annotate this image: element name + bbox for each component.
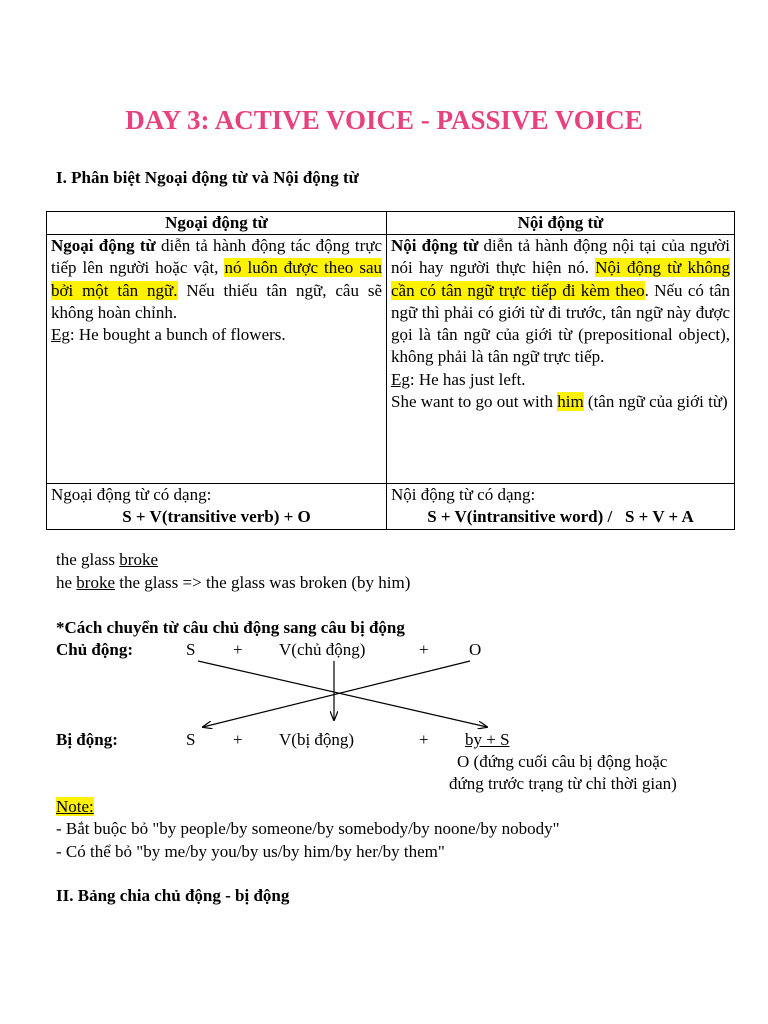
transitive-form-label: Ngoại động từ có dạng: bbox=[51, 485, 212, 504]
intransitive-ex2-after: (tân ngữ của giới từ) bbox=[583, 392, 728, 412]
intransitive-form: S + V(intransitive word) / S + V + A bbox=[427, 507, 694, 527]
passive-label: Bị động: bbox=[56, 730, 118, 749]
header-transitive: Ngoại động từ bbox=[47, 212, 387, 235]
note-label bbox=[56, 796, 94, 818]
transitive-term: Ngoại động từ bbox=[51, 236, 156, 255]
header-intransitive: Nội động từ bbox=[387, 212, 735, 235]
intransitive-eg-text: : He has just left. bbox=[409, 369, 526, 389]
transitive-eg-text: : He bought a bunch of flowers. bbox=[69, 325, 286, 345]
intransitive-form-label: Nội động từ có dạng: bbox=[391, 485, 536, 504]
passive-verb: V(bị động) bbox=[279, 730, 355, 749]
passive-by-agent: by + S bbox=[465, 730, 510, 749]
example2-rest: the glass => the glass was broken (by him) bbox=[115, 573, 411, 592]
transitive-highlight: nó luôn được theo sau bởi một tân ngữ. bbox=[51, 258, 383, 300]
transitive-eg-label: Eg bbox=[51, 325, 70, 345]
active-object: O bbox=[469, 640, 482, 659]
transitive-desc: diễn tả hành động tác động trực tiếp lên người hoặc vật, bbox=[51, 236, 382, 278]
passive-plus-1: + bbox=[233, 730, 243, 749]
example2-text: he bbox=[56, 573, 77, 592]
example1-text: the glass bbox=[56, 550, 120, 569]
transitive-form: S + V(transitive verb) + O bbox=[122, 507, 311, 527]
passive-subject: S bbox=[186, 730, 196, 749]
intransitive-desc-rest: . Nếu có tân ngữ thì phải có giới từ đi trước, tân ngữ này được gọi là tân ngữ của giới từ (prepositional object), không phải là tân ngữ trực tiếp. bbox=[391, 280, 731, 367]
note-item-2: - Có thể bỏ "by me/by you/by us/by him/by her/by them" bbox=[56, 842, 445, 861]
active-plus-1: + bbox=[233, 640, 243, 659]
intransitive-ex2: She want to go out with bbox=[391, 392, 558, 412]
active-verb: V(chủ động) bbox=[279, 640, 366, 659]
object-note-line-1: O (đứng cuối câu bị động hoặc bbox=[457, 752, 668, 771]
example2-verb: broke bbox=[76, 573, 116, 592]
active-plus-2: + bbox=[419, 640, 429, 659]
passive-plus-2: + bbox=[419, 730, 429, 749]
note-label-text: Note: bbox=[56, 797, 94, 816]
active-subject: S bbox=[186, 640, 196, 659]
object-note-line-2: đứng trước trạng từ chỉ thời gian) bbox=[449, 774, 677, 793]
intransitive-desc: diễn tả hành động nội tại của người nói hay người thực hiện nó. bbox=[391, 236, 730, 278]
conversion-heading: *Cách chuyển từ câu chủ động sang câu bị động bbox=[56, 618, 405, 637]
page-title: DAY 3: ACTIVE VOICE - PASSIVE VOICE bbox=[125, 105, 643, 135]
active-label: Chủ động: bbox=[56, 640, 134, 659]
example1-verb: broke bbox=[119, 550, 158, 569]
note-item-1: - Bắt buộc bỏ "by people/by someone/by somebody/by noone/by nobody" bbox=[56, 819, 560, 838]
transitive-desc-rest: Nếu thiếu tân ngữ, câu sẽ không hoàn chỉnh. bbox=[51, 280, 382, 322]
intransitive-ex2-highlight: him bbox=[557, 392, 584, 412]
section2-heading: II. Bảng chia chủ động - bị động bbox=[56, 886, 290, 905]
intransitive-eg-label: Eg bbox=[391, 369, 410, 389]
intransitive-highlight: Nội động từ không cần có tân ngữ trực tiếp đi kèm theo bbox=[391, 258, 731, 300]
section1-heading: I. Phân biệt Ngoại động từ và Nội động từ bbox=[56, 168, 359, 187]
intransitive-term: Nội động từ bbox=[391, 236, 479, 255]
